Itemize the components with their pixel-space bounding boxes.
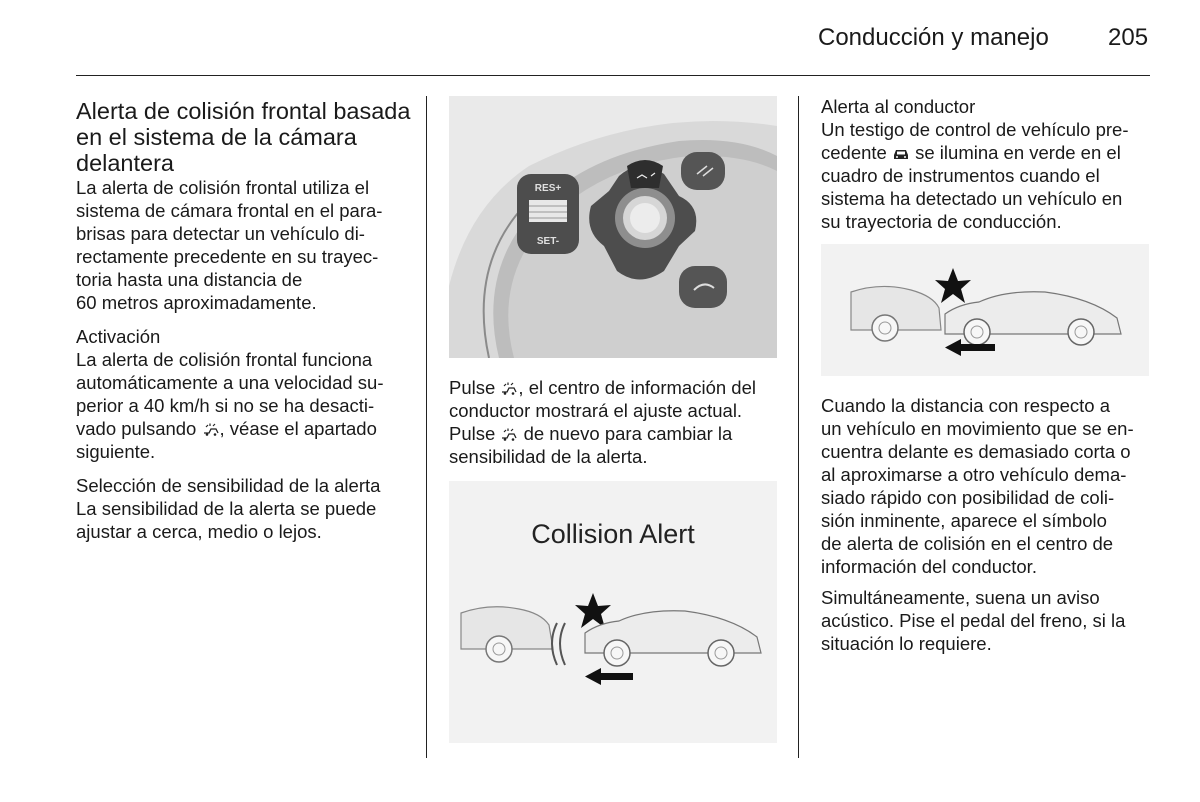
set-label: SET- xyxy=(536,236,560,247)
column-3 xyxy=(821,96,1161,233)
chapter-title: Conducción y manejo xyxy=(818,24,1049,51)
activation-paragraph: La alerta de colisión frontal funciona automáticamente a una velocidad su- perior a 40 km/h si no se ha desacti- vado pulsando , véase el apartado siguiente. xyxy=(76,349,384,462)
sensitivity-heading: Selección de sensibilidad de la alerta xyxy=(76,475,381,496)
res-label: RES+ xyxy=(534,183,562,194)
res-set-rocker xyxy=(517,174,579,254)
vehicle-ahead-icon xyxy=(892,147,910,161)
section-title: Alerta de colisión frontal basada en el sistema de la cámara delantera xyxy=(76,98,411,176)
distance-paragraph: Cuando la distancia con respecto a un vehículo en movimiento que se en- cuentra delante es demasiado corta o al aproximarse a otro vehículo dema- siado rápido con posibilidad de coli- sión inminente, aparece el símbolo de alerta de colisión en el centro de información del conductor. xyxy=(821,395,1134,577)
collision-symbol-figure xyxy=(821,244,1149,376)
collision-alert-button-icon xyxy=(202,423,220,437)
column-divider-1 xyxy=(426,96,427,758)
driver-alert-paragraph: Un testigo de control de vehículo pre- cedente se ilumina en verde en el cuadro de instrumentos cuando el sistema ha detectado un vehículo en su trayectoria de conducción. xyxy=(821,119,1129,232)
collision-alert-display-figure xyxy=(449,481,777,743)
figure-caption: Pulse , el centro de información del conductor mostrará el ajuste actual. Pulse de nuevo para cambiar la sensibilidad de la alerta. xyxy=(449,377,756,467)
column-divider-2 xyxy=(798,96,799,758)
steering-wheel-controls-figure xyxy=(449,96,777,358)
column-1 xyxy=(76,98,416,543)
page-number: 205 xyxy=(1108,24,1149,51)
activation-heading: Activación xyxy=(76,326,161,347)
driver-alert-heading: Alerta al conductor xyxy=(821,96,976,117)
collision-alert-button-icon xyxy=(500,382,518,396)
sensitivity-paragraph: La sensibilidad de la alerta se puede ajustar a cerca, medio o lejos. xyxy=(76,498,377,542)
header-rule xyxy=(76,75,1150,76)
display-title: Collision Alert xyxy=(531,519,695,549)
column-3-lower xyxy=(821,394,1161,655)
collision-alert-button-icon xyxy=(500,428,518,442)
intro-paragraph: La alerta de colisión frontal utiliza el sistema de cámara frontal en el para- brisas para detectar un vehículo di- rectamente precedente en su trayec- toria hasta una distancia de 60 metros aproximadamente. xyxy=(76,177,383,313)
acoustic-paragraph: Simultáneamente, suena un aviso acústico. Pise el pedal del freno, si la situación lo requiere. xyxy=(821,587,1126,654)
